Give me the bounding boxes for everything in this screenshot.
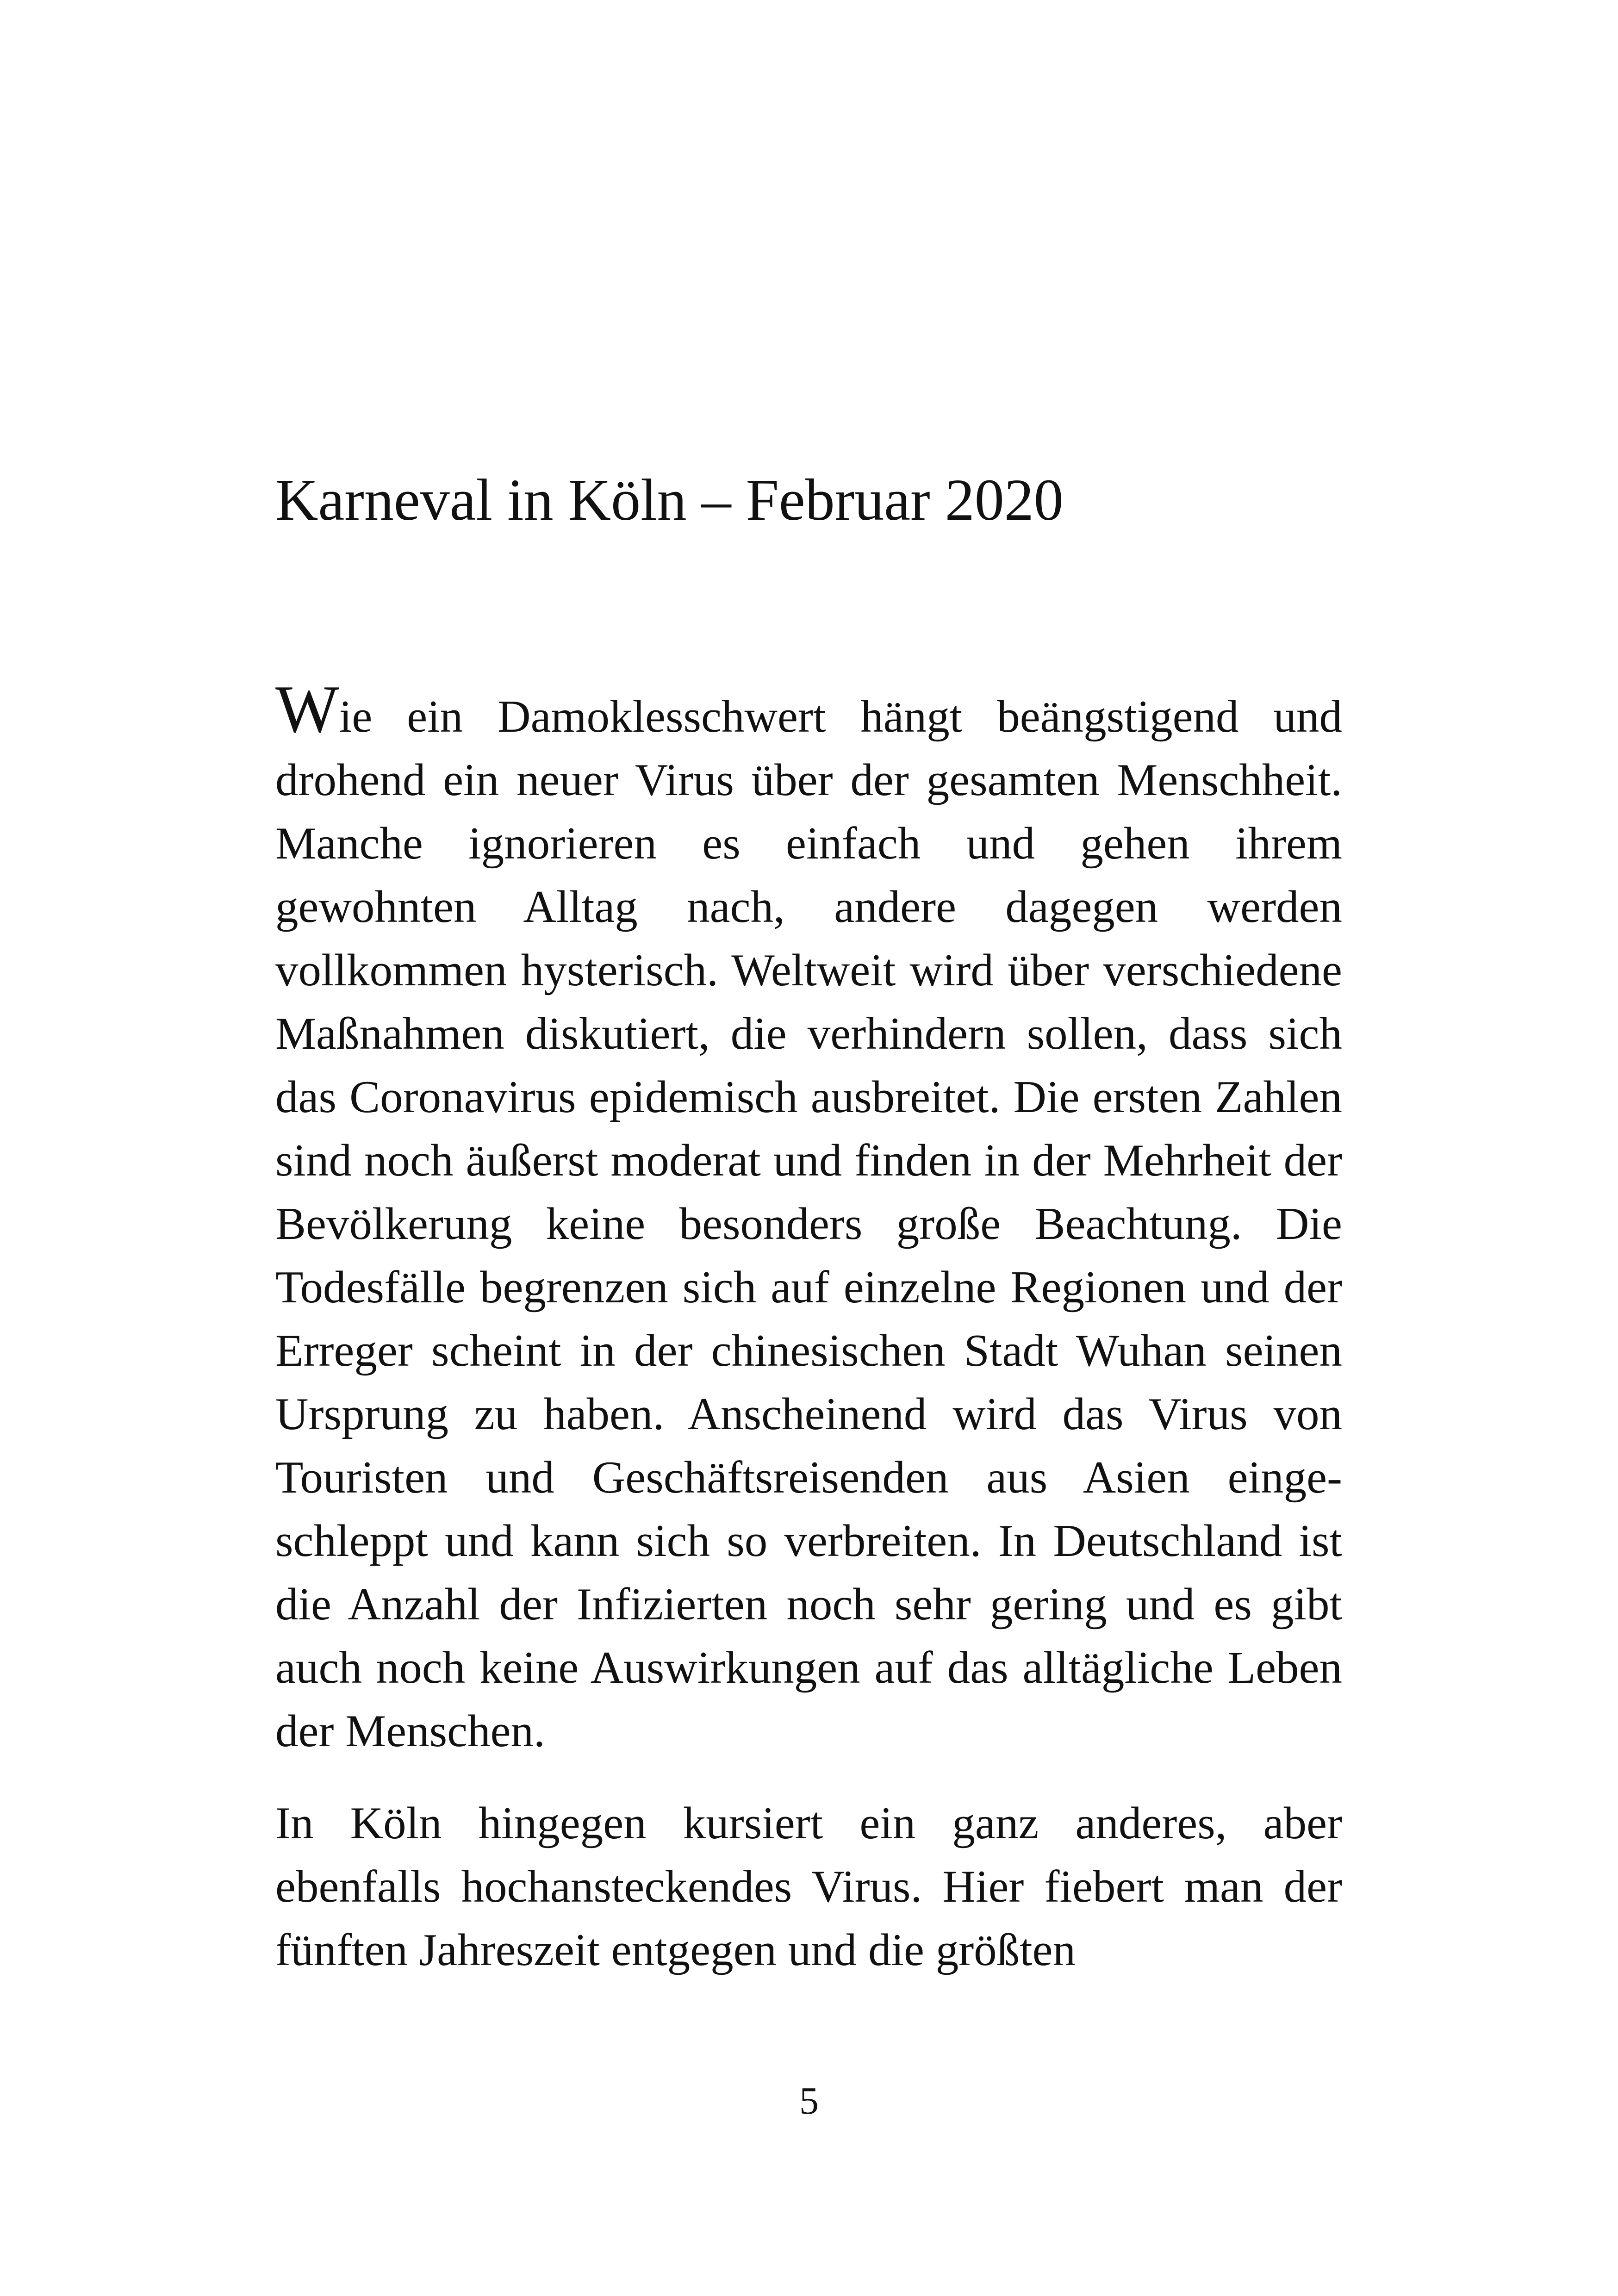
chapter-title: Karneval in Köln – Februar 2020 [275,467,1064,533]
paragraph-2: In Köln hingegen kursiert ein ganz anderes, aber ebenfalls hochansteckendes Virus. Hier fiebert man der fünften Jahreszeit entgegen und die größten [275,1798,1342,1975]
paragraph-1 [275,672,1342,1763]
paragraph-1-text: ie ein Damoklesschwert hängt beängstigend und drohend ein neuer Virus über der gesamten Menschheit. Manche ignorieren es einfach und gehen ihrem gewohnten Alltag nach, andere dagegen werden vollkommen hysterisch. Weltweit wird über verschiedene Maßnahmen diskutiert, die verhindern sollen, dass sich das Coronavirus epidemisch ausbreitet. Die ersten Zahlen sind noch äußerst moderat und finden in der Mehrheit der Bevölkerung keine besonders große Beachtung. Die Todesfälle begrenzen sich auf einzelne Regionen und der Erreger scheint in der chinesischen Stadt Wuhan seinen Ursprung zu haben. Anscheinend wird das Virus von Touristen und Geschäftsreisenden aus Asien eingeschleppt und kann sich so verbreiten. In Deutschland ist die Anzahl der Infizierten noch sehr gering und es gibt auch noch keine Auswirkungen auf das alltägliche Leben der Menschen. [275,691,1342,1756]
drop-cap: W [275,672,339,747]
body-text [275,672,1342,1982]
page-number: 5 [799,2079,819,2122]
